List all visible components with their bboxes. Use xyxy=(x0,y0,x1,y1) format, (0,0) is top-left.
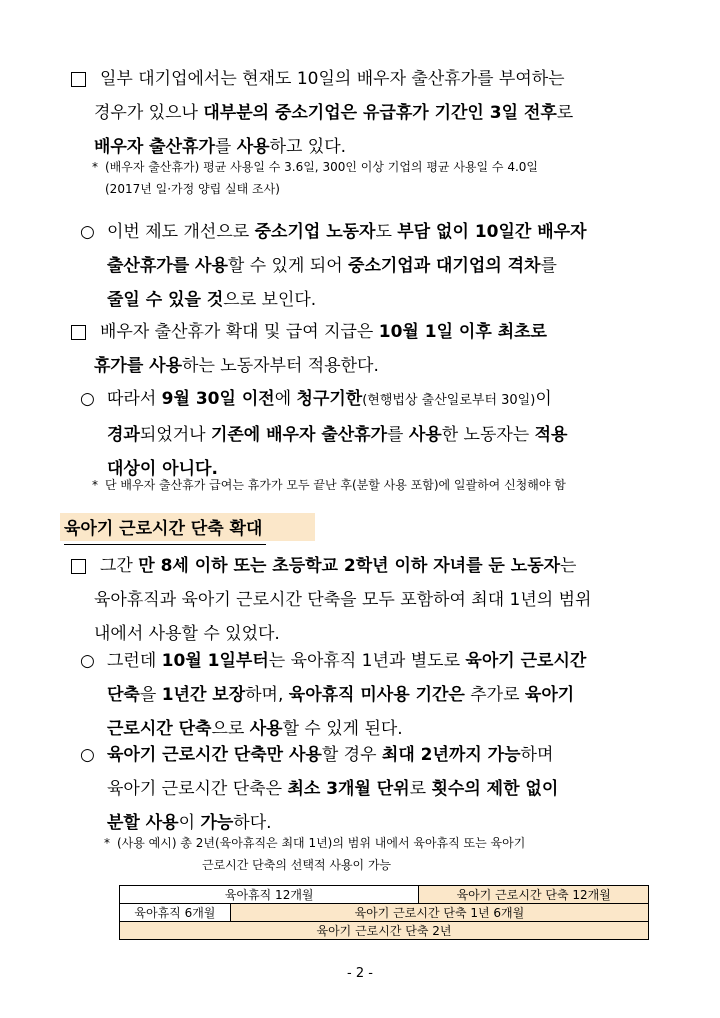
timeline-cell-leave: 육아휴직 6개월 xyxy=(120,904,231,922)
text-line xyxy=(94,96,652,130)
bold-text: 경과 xyxy=(107,425,140,445)
text-line xyxy=(100,62,652,96)
text-run: 하며 xyxy=(520,745,554,765)
timeline-row xyxy=(120,904,649,922)
text-line xyxy=(100,549,652,583)
bold-text: 출산휴가를 사용 xyxy=(107,256,228,276)
square-bullet-icon xyxy=(71,325,86,340)
bold-text: 사용 xyxy=(249,719,283,739)
timeline-row xyxy=(120,886,649,904)
text-run: 그런데 xyxy=(107,651,162,671)
text-run: 으로 보인다. xyxy=(223,290,317,310)
bold-text: 9월 30일 이전 xyxy=(161,389,275,409)
bold-text: 육아기 근로시간 단축만 사용 xyxy=(107,745,322,765)
text-run: 일부 대기업에서는 현재도 10일의 배우자 출산휴가를 부여하는 xyxy=(100,69,565,89)
bold-text: 부담 없이 10일간 배우자 xyxy=(397,222,587,242)
text-line xyxy=(94,349,652,383)
text-run: 따라서 xyxy=(107,389,162,409)
text-run: 는 육아휴직 1년과 별도로 xyxy=(268,651,466,671)
timeline-row xyxy=(120,922,649,940)
text-run: 이 xyxy=(535,389,552,409)
text-line: (사용 예시) 총 2년(육아휴직은 최대 1년)의 범위 내에서 육아휴직 또는 육아기 xyxy=(117,836,526,850)
text-run: (현행법상 출산일로부터 30일) xyxy=(362,393,536,408)
text-run: 이 xyxy=(178,813,201,833)
timeline-cell-reduction: 육아기 근로시간 단축 1년 6개월 xyxy=(230,904,648,922)
paragraph-application-timing xyxy=(94,315,652,383)
text-line: 내에서 사용할 수 있었다. xyxy=(94,624,280,644)
text-run: 에 xyxy=(274,389,297,409)
text-line xyxy=(107,418,652,452)
text-run: 으로 xyxy=(211,719,250,739)
text-line xyxy=(107,382,652,418)
paragraph-sme-workers xyxy=(107,215,652,317)
text-line: (배우자 출산휴가) 평균 사용일 수 3.6일, 300인 이상 기업의 평균 사용일 수 4.0일 xyxy=(105,160,539,174)
bold-text: 육아휴직 미사용 기간은 xyxy=(288,685,465,705)
bold-text: 기존에 배우자 출산휴가 xyxy=(210,425,388,445)
circle-bullet-icon: ○ xyxy=(80,745,95,765)
text-line xyxy=(107,215,652,249)
timeline-cell-reduction: 육아기 근로시간 단축 12개월 xyxy=(419,886,649,904)
bold-text: 사용 xyxy=(236,137,270,157)
footnote-usage-example xyxy=(117,832,657,876)
footnote-payment xyxy=(105,474,665,496)
bold-text: 10월 1일부터 xyxy=(161,651,269,671)
text-run: 육아기 근로시간 단축은 xyxy=(107,779,288,799)
text-line xyxy=(107,772,652,806)
square-bullet-icon xyxy=(71,559,86,574)
text-line xyxy=(107,738,652,772)
page-number: - 2 - xyxy=(347,966,373,981)
text-run: 하는 노동자부터 적용한다. xyxy=(182,356,379,376)
bold-text: 최대 2년까지 가능 xyxy=(381,745,521,765)
usage-example-timeline xyxy=(119,885,649,940)
bold-text: 중소기업 노동자 xyxy=(254,222,376,242)
bold-text: 대상이 아니다. xyxy=(107,459,218,479)
bold-text: 줄일 수 있을 것 xyxy=(107,290,224,310)
bold-text: 육아기 근로시간 xyxy=(465,651,587,671)
bold-text: 최소 3개월 단위 xyxy=(287,779,410,799)
footnote-star: * xyxy=(92,478,98,492)
text-run: 하다. xyxy=(233,813,272,833)
circle-bullet-icon: ○ xyxy=(80,222,95,242)
text-line: 근로시간 단축의 선택적 사용이 가능 xyxy=(202,858,392,872)
text-run: 하며, xyxy=(245,685,289,705)
text-line: 단 배우자 출산휴가 급여는 휴가가 모두 끝난 후(분할 사용 포함)에 일괄하여 신청해야 함 xyxy=(105,478,566,492)
bold-text: 횟수의 제한 없이 xyxy=(431,779,559,799)
text-run: 을 xyxy=(139,685,162,705)
bold-text: 청구기한 xyxy=(296,389,363,409)
text-run: 할 경우 xyxy=(321,745,382,765)
bold-text: 만 8세 이하 또는 초등학교 2학년 이하 자녀를 둔 노동자 xyxy=(138,556,561,576)
text-line xyxy=(107,678,652,712)
paragraph-large-firms-leave xyxy=(94,62,652,164)
text-run: 를 xyxy=(387,425,409,445)
bold-text: 10월 1일 이후 최초로 xyxy=(378,322,547,342)
footnote-survey xyxy=(105,156,665,200)
text-run: 할 수 있게 되어 xyxy=(227,256,349,276)
circle-bullet-icon: ○ xyxy=(80,651,95,671)
footnote-star: * xyxy=(92,160,98,174)
square-bullet-icon xyxy=(71,72,86,87)
timeline-cell-reduction: 육아기 근로시간 단축 2년 xyxy=(120,922,649,940)
paragraph-new-guarantee xyxy=(107,644,652,746)
text-line: (2017년 일·가정 양립 실태 조사) xyxy=(105,182,280,196)
bold-text: 분할 사용 xyxy=(107,813,179,833)
circle-bullet-icon: ○ xyxy=(80,389,95,409)
text-run: 는 xyxy=(560,556,577,576)
text-line xyxy=(107,283,652,317)
bold-text: 1년간 보장 xyxy=(161,685,246,705)
bold-text: 적용 xyxy=(534,425,568,445)
bold-text: 휴가를 사용 xyxy=(94,356,183,376)
text-run: 를 xyxy=(540,256,557,276)
text-run: 로 xyxy=(409,779,432,799)
text-line xyxy=(100,315,652,349)
text-run: 로 xyxy=(556,103,574,123)
bold-text: 사용 xyxy=(408,425,442,445)
text-line xyxy=(107,644,652,678)
text-run: 되었거나 xyxy=(139,425,211,445)
bold-text: 중소기업과 대기업의 격차 xyxy=(348,256,541,276)
bold-text: 근로시간 단축 xyxy=(107,719,212,739)
paragraph-max-two-years xyxy=(107,738,652,840)
text-run: 그간 xyxy=(100,556,139,576)
footnote-star: * xyxy=(104,836,110,850)
text-run: 추가로 xyxy=(464,685,525,705)
text-run: 도 xyxy=(375,222,398,242)
text-run: 이번 제도 개선으로 xyxy=(107,222,255,242)
bold-text: 단축 xyxy=(107,685,140,705)
text-run: 를 xyxy=(214,137,237,157)
bold-text: 대부분의 중소기업은 유급휴가 기간인 3일 전후 xyxy=(203,103,557,123)
paragraph-not-applicable xyxy=(107,382,652,486)
text-line xyxy=(107,249,652,283)
bold-text: 육아기 xyxy=(524,685,575,705)
bold-text: 배우자 출산휴가 xyxy=(94,137,215,157)
text-line: 육아휴직과 육아기 근로시간 단축을 모두 포함하여 최대 1년의 범위 xyxy=(94,590,592,610)
bold-text: 가능 xyxy=(200,813,234,833)
text-run: 배우자 출산휴가 확대 및 급여 지급은 xyxy=(100,322,379,342)
timeline-cell-leave: 육아휴직 12개월 xyxy=(120,886,419,904)
text-run: 한 노동자는 xyxy=(441,425,535,445)
text-run: 하고 있다. xyxy=(269,137,347,157)
text-run: 할 수 있게 된다. xyxy=(282,719,403,739)
section-title: 육아기 근로시간 단축 확대 xyxy=(64,514,266,545)
paragraph-previous-rule xyxy=(94,549,652,651)
text-run: 경우가 있으나 xyxy=(94,103,204,123)
